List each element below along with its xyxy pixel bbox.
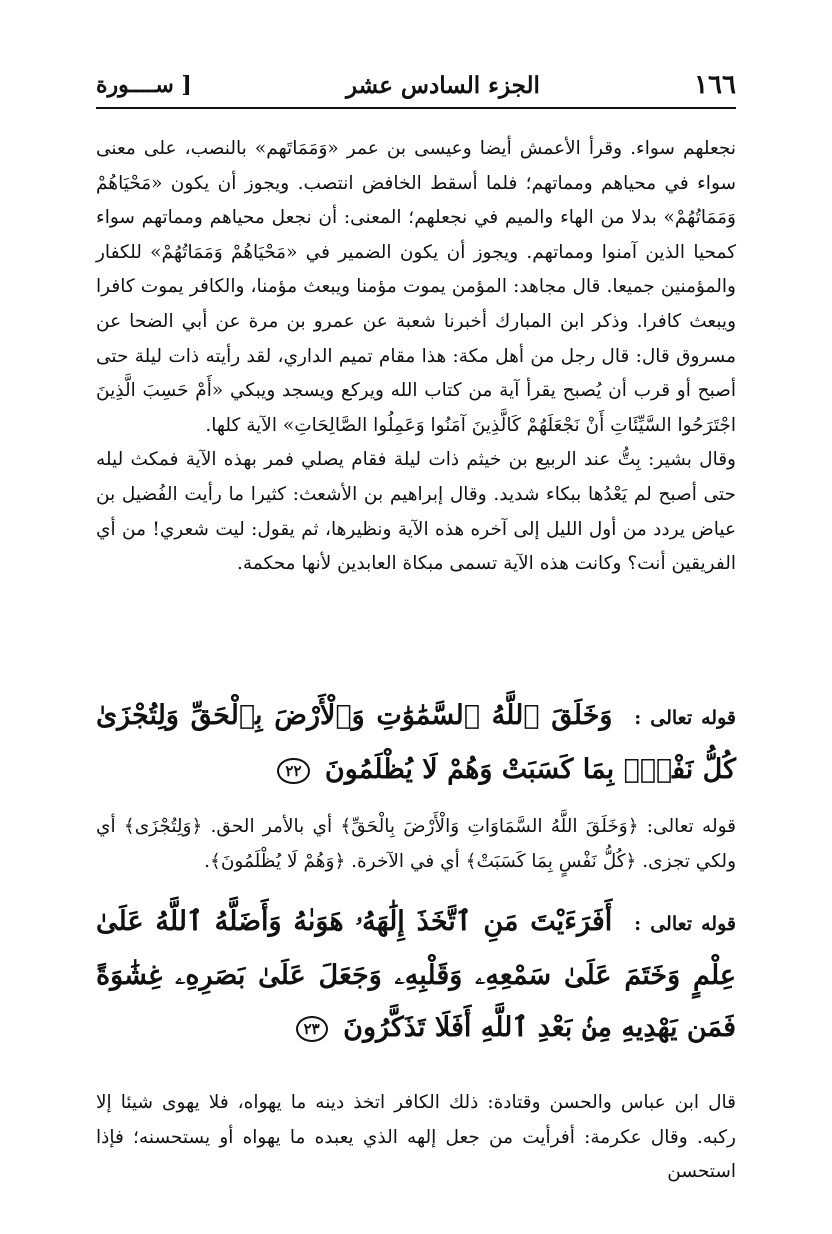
body-text — [96, 132, 736, 582]
verse-block-22 — [96, 690, 736, 796]
verse-intro: قوله تعالى : — [634, 913, 736, 935]
part-title: الجزء السادس عشر — [345, 71, 540, 99]
paragraph-2: وقال بشير: بِتُّ عند الربيع بن خيثم ذات ليلة فقام يصلي فمر بهذه الآية فمكث ليله حتى أصبح لم يَعْدُها ببكاء شديد. وقال إبراهيم بن الأشعث: كثيرا ما رأيت الفُضيل بن عياض يردد من أول الليل إلى آخره هذه الآية ونظيرها، ثم يقول: ليت شعري! من أي الفريقين أنت؟ وكانت هذه الآية تسمى مبكاة العابدين لأنها محكمة. — [96, 449, 736, 575]
page-header — [96, 64, 736, 106]
verse-intro: قوله تعالى : — [634, 707, 736, 729]
verse-text: أَفَرَءَيْتَ مَنِ ٱتَّخَذَ إِلَٰهَهُۥ هَوَىٰهُ وَأَضَلَّهُ ٱللَّهُ عَلَىٰ عِلْمٍ وَخَتَمَ عَلَىٰ سَمْعِهِۦ وَقَلْبِهِۦ وَجَعَلَ عَلَىٰ بَصَرِهِۦ غِشَٰوَةً فَمَن يَهْدِيهِ مِنۢ بَعْدِ ٱللَّهِ أَفَلَا تَذَكَّرُونَ — [96, 906, 736, 1043]
verse-block-23 — [96, 896, 736, 1054]
verse-number: ٢٢ — [277, 758, 309, 784]
verse-text: وَخَلَقَ ٱللَّهُ ٱلسَّمَٰوَٰتِ وَٱلْأَرْضَ بِٱلْحَقِّ وَلِتُجْزَىٰ كُلُّ نَفْسٍۭ بِمَا كَسَبَتْ وَهُمْ لَا يُظْلَمُونَ — [96, 700, 736, 785]
header-rule — [96, 107, 736, 109]
paragraph-1: نجعلهم سواء. وقرأ الأعمش أيضا وعيسى بن عمر «وَمَمَاتَهم» بالنصب، على معنى سواء في محياهم ومماتهم؛ فلما أسقط الخافض انتصب. ويجوز أن يكون «مَحْيَاهُمْ وَمَمَاتُهُمْ» بدلا من الهاء والميم في نجعلهم؛ المعنى: أن نجعل محياهم ومماتهم سواء كمحيا الذين آمنوا ومماتهم. ويجوز أن يكون الضمير في «مَحْيَاهُمْ وَمَمَاتُهُمْ» للكفار والمؤمنين جميعا. قال مجاهد: المؤمن يموت مؤمنا ويبعث مؤمنا، والكافر يموت كافرا ويبعث كافرا. وذكر ابن المبارك أخبرنا شعبة عن عمرو بن مرة عن أبي الضحا عن مسروق قال: قال رجل من أهل مكة: هذا مقام تميم الداري، لقد رأيته ذات ليلة حتى أصبح أو قرب أن يُصبح يقرأ آية من كتاب الله ويركع ويسجد ويبكي «أَمْ حَسِبَ الَّذِينَ اجْتَرَحُوا السَّيِّئَاتِ أَنْ نَجْعَلَهُمْ كَالَّذِينَ آمَنُوا وَعَمِلُوا الصَّالِحَاتِ» الآية كلها. — [96, 138, 736, 436]
commentary-text: قال ابن عباس والحسن وقتادة: ذلك الكافر اتخذ دينه ما يهواه، فلا يهوى شيئا إلا ركبه. وقال عكرمة: أفرأيت من جعل إلهه الذي يعبده ما يهواه أو يستحسنه؛ فإذا استحسن — [96, 1092, 736, 1183]
page-number: ١٦٦ — [694, 70, 736, 100]
commentary-22 — [96, 810, 736, 879]
verse-number: ٢٣ — [296, 1016, 328, 1042]
commentary-text: قوله تعالى: ﴿وَخَلَقَ اللَّهُ السَّمَاوَاتِ وَالْأَرْضَ بِالْحَقِّ﴾ أي بالأمر الحق. ﴿وَلِتُجْزَى﴾ أي ولكي تجزى. ﴿كُلُّ نَفْسٍ بِمَا كَسَبَتْ﴾ أي في الآخرة. ﴿وَهُمْ لَا يُظْلَمُونَ﴾. — [96, 816, 736, 872]
commentary-23 — [96, 1086, 736, 1190]
surah-label: [ ســــورة — [96, 72, 192, 98]
